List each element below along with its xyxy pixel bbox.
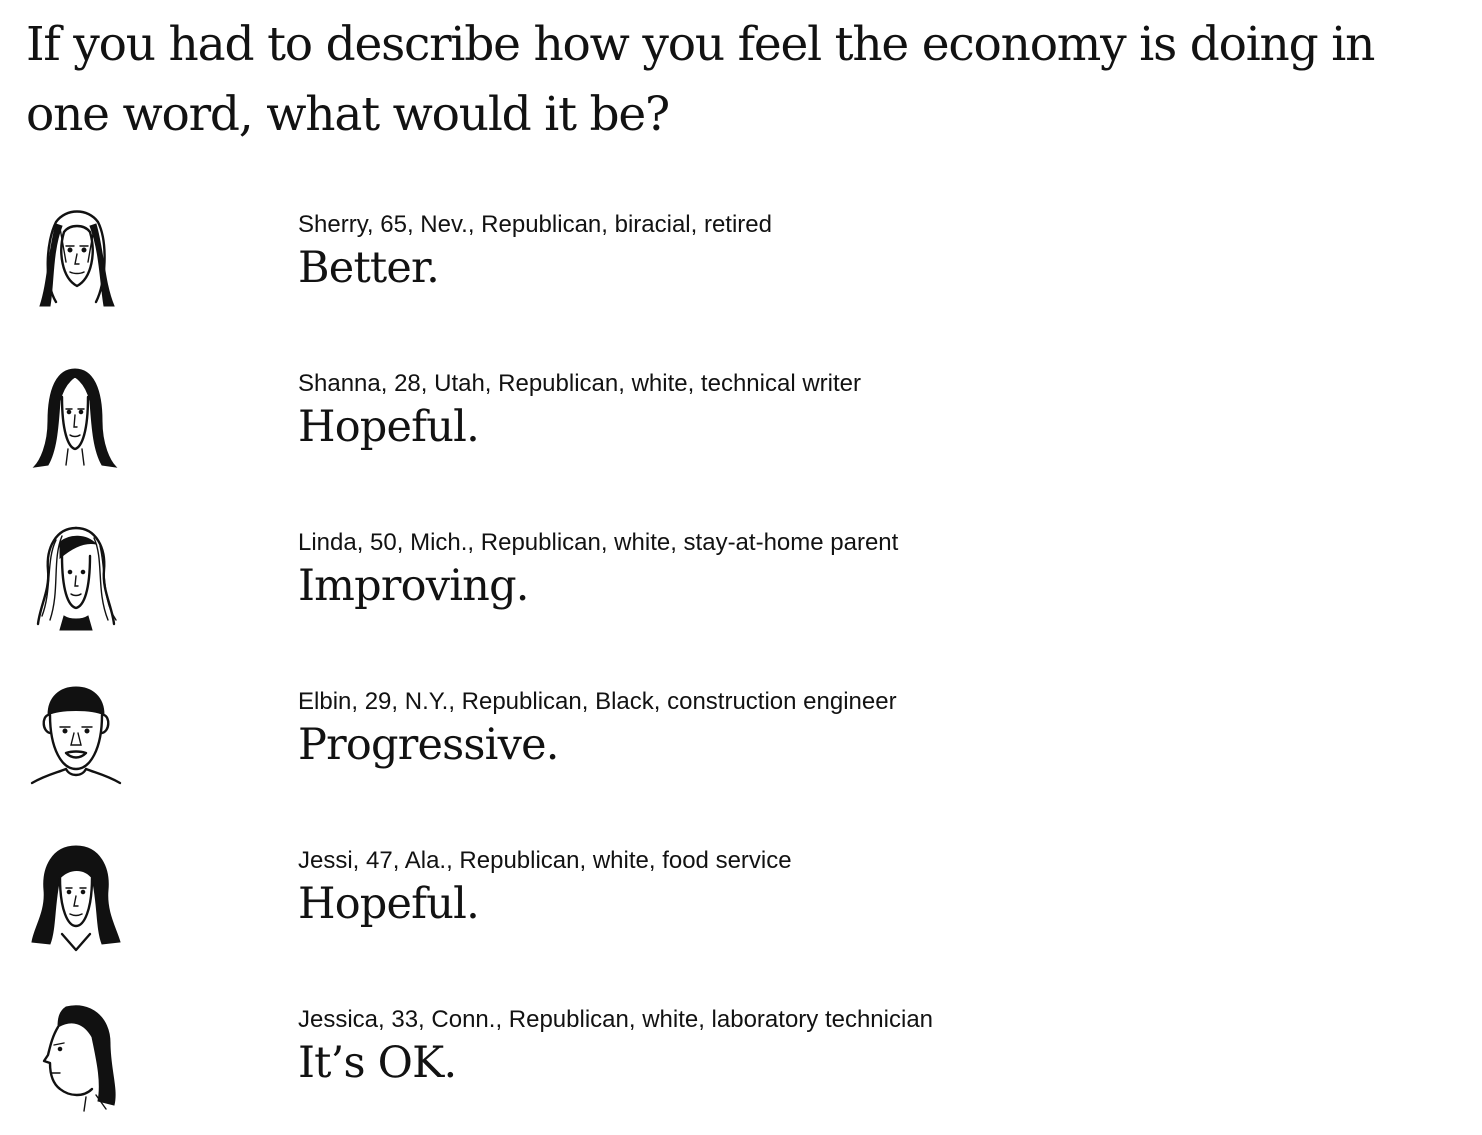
respondent-meta: Jessica, 33, Conn., Republican, white, laboratory technician xyxy=(298,1006,934,1033)
woman-wavy-hair-portrait-icon xyxy=(26,520,124,638)
respondent-answer: It’s OK. xyxy=(298,1038,457,1088)
respondent-row xyxy=(0,528,1482,658)
respondent-row xyxy=(0,210,1482,340)
respondent-row xyxy=(0,1005,1482,1135)
respondent-row xyxy=(0,687,1482,817)
respondent-answer: Hopeful. xyxy=(298,402,479,452)
respondent-answer: Progressive. xyxy=(298,720,559,770)
respondent-meta: Jessi, 47, Ala., Republican, white, food service xyxy=(298,847,792,874)
respondent-meta: Elbin, 29, N.Y., Republican, Black, construction engineer xyxy=(298,688,897,715)
question-heading: If you had to describe how you feel the economy is doing in one word, what would it be? xyxy=(26,17,1375,142)
respondent-answer: Better. xyxy=(298,243,439,293)
respondent-row xyxy=(0,369,1482,499)
woman-dark-curly-hair-portrait-icon xyxy=(26,838,124,956)
respondent-answer: Hopeful. xyxy=(298,879,479,929)
woman-profile-portrait-icon xyxy=(26,997,124,1115)
woman-long-center-part-portrait-icon xyxy=(26,361,124,479)
respondent-row xyxy=(0,846,1482,976)
respondent-meta: Shanna, 28, Utah, Republican, white, technical writer xyxy=(298,370,861,397)
respondent-meta: Sherry, 65, Nev., Republican, biracial, retired xyxy=(298,211,772,238)
respondent-meta: Linda, 50, Mich., Republican, white, stay-at-home parent xyxy=(298,529,899,556)
respondent-answer: Improving. xyxy=(298,561,529,611)
man-cap-portrait-icon xyxy=(26,679,124,797)
woman-long-straight-hair-portrait-icon xyxy=(26,202,124,320)
